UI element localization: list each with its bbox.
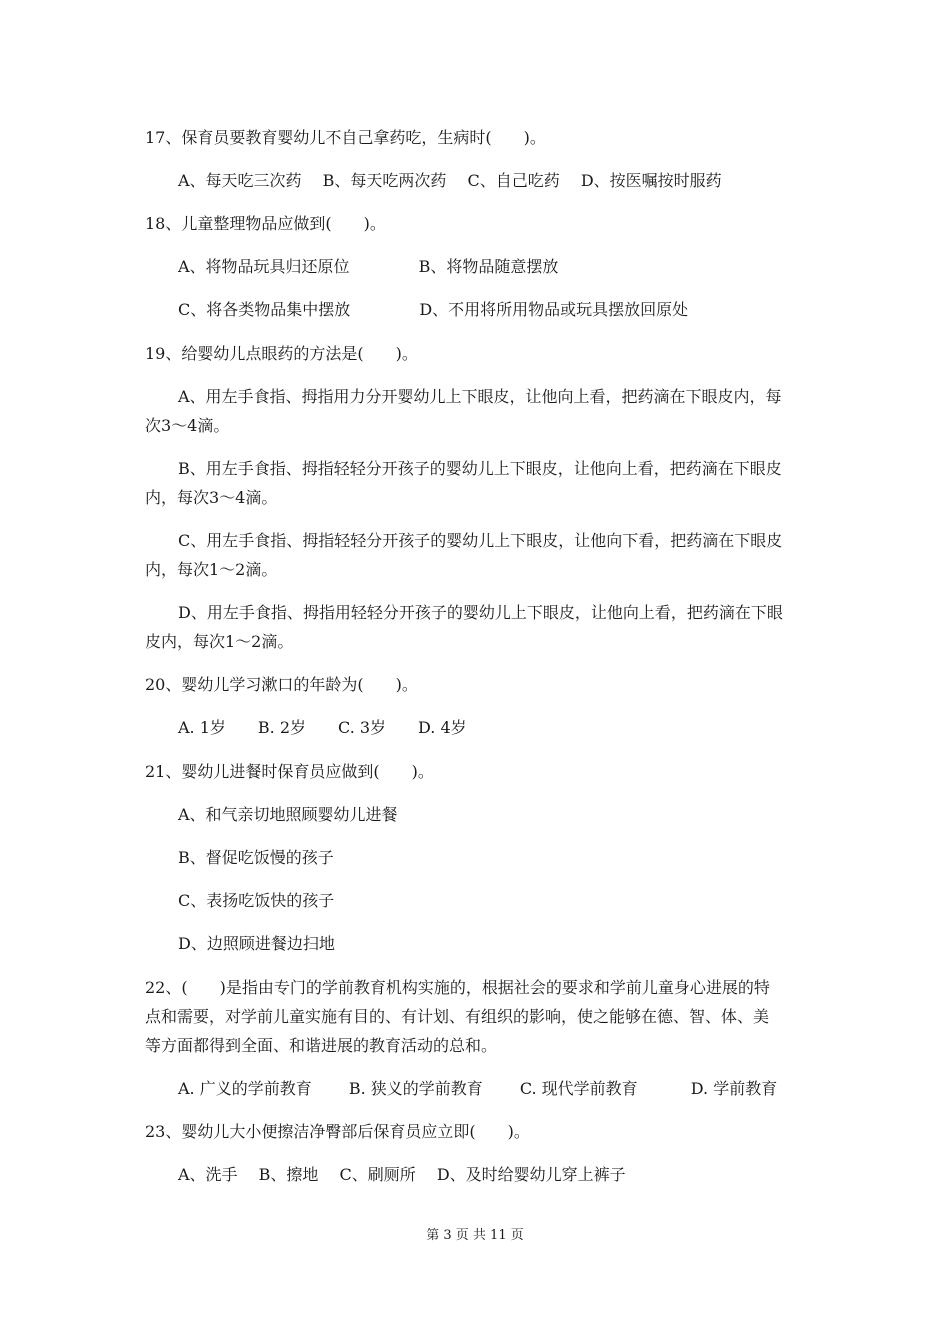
question-19-option-d: D、用左手食指、拇指用轻轻分开孩子的婴幼儿上下眼皮，让他向上看，把药滴在下眼 [178,603,783,622]
question-17-options: A、每天吃三次药 B、每天吃两次药 C、自己吃药 D、按医嘱按时服药 [178,171,722,190]
page-footer: 第 3 页 共 11 页 [426,1228,524,1243]
question-22-stem-cont-2: 等方面都得到全面、和谐进展的教育活动的总和。 [145,1036,498,1055]
question-21-option-d: D、边照顾进餐边扫地 [178,934,335,953]
question-23-options: A、洗手 B、擦地 C、刷厕所 D、及时给婴幼儿穿上裤子 [178,1165,626,1184]
question-20-options: A. 1岁 B. 2岁 C. 3岁 D. 4岁 [178,718,467,737]
question-21-option-c: C、表扬吃饭快的孩子 [178,891,335,910]
question-19-option-c: C、用左手食指、拇指轻轻分开孩子的婴幼儿上下眼皮，让他向下看，把药滴在下眼皮 [178,531,783,550]
question-17-stem: 17、保育员要教育婴幼儿不自己拿药吃，生病时( )。 [145,128,546,147]
question-19-option-d-cont: 皮内，每次1～2滴。 [145,632,294,651]
question-23-stem: 23、婴幼儿大小便擦洁净臀部后保育员应立即( )。 [145,1122,530,1141]
question-19-option-a-cont: 次3～4滴。 [145,416,230,435]
question-21-option-b: B、督促吃饭慢的孩子 [178,848,334,867]
question-22-stem-cont-1: 点和需要，对学前儿童实施有目的、有计划、有组织的影响，使之能够在德、智、体、美 [145,1007,770,1026]
question-18-options-cd: C、将各类物品集中摆放 D、不用将所用物品或玩具摆放回原处 [178,300,689,319]
question-18-options-ab: A、将物品玩具归还原位 B、将物品随意摆放 [178,257,559,276]
question-19-option-c-cont: 内，每次1～2滴。 [145,560,278,579]
question-19-option-b-cont: 内，每次3～4滴。 [145,488,278,507]
question-20-stem: 20、婴幼儿学习漱口的年龄为( )。 [145,675,418,694]
question-19-stem: 19、给婴幼儿点眼药的方法是( )。 [145,344,418,363]
question-21-stem: 21、婴幼儿进餐时保育员应做到( )。 [145,762,434,781]
question-19-option-a: A、用左手食指、拇指用力分开婴幼儿上下眼皮，让他向上看，把药滴在下眼皮内，每 [178,387,782,406]
question-19-option-b: B、用左手食指、拇指轻轻分开孩子的婴幼儿上下眼皮，让他向上看，把药滴在下眼皮 [178,459,782,478]
question-21-option-a: A、和气亲切地照顾婴幼儿进餐 [178,805,398,824]
question-18-stem: 18、儿童整理物品应做到( )。 [145,214,386,233]
question-22-options: A. 广义的学前教育 B. 狭义的学前教育 C. 现代学前教育 D. 学前教育 [178,1079,778,1098]
question-22-stem: 22、( )是指由专门的学前教育机构实施的，根据社会的要求和学前儿童身心进展的特 [145,978,770,997]
